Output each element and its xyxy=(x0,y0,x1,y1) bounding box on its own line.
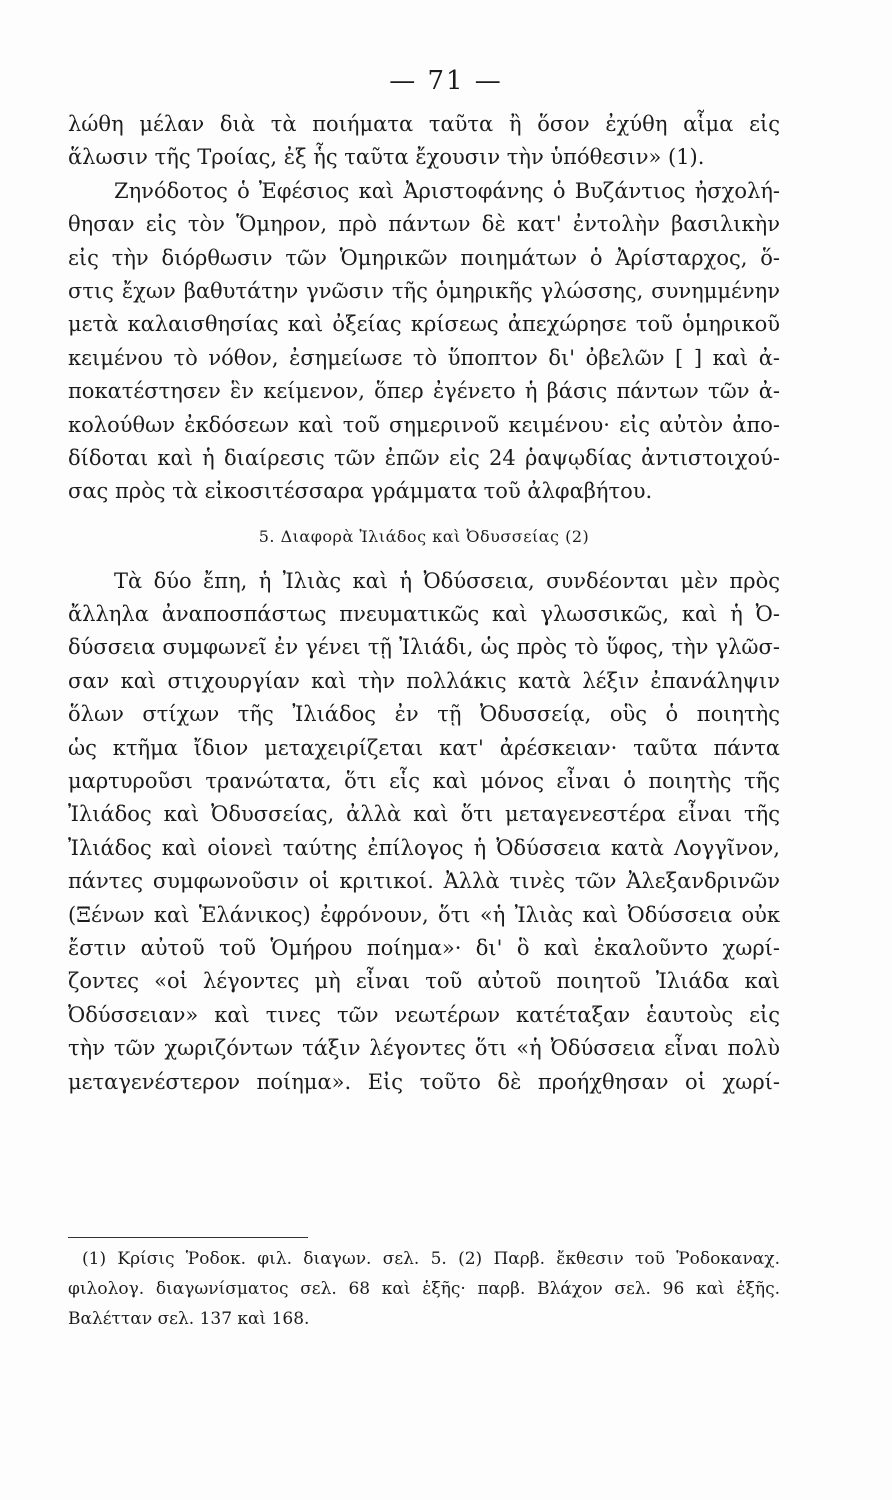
text-line: ποκατέστησεν ἓν κείμενον, ὅπερ ἐγένετο ἡ βάσις πάντων τῶν ἀ- xyxy=(68,379,780,404)
text-line: σαν καὶ στιχουργίαν καὶ τὴν πολλάκις κατὰ λέξιν ἐπανάληψιν xyxy=(68,668,780,693)
text-line: κειμένου τὸ νόθον, ἐσημείωσε τὸ ὕποπτον δι' ὀβελῶν [ ] καὶ ἀ- xyxy=(68,345,780,370)
footnote-line: Βαλέτταν σελ. 137 καὶ 168. xyxy=(68,1309,310,1329)
text-line: στις ἔχων βαθυτάτην γνῶσιν τῆς ὁμηρικῆς γλώσσης, συνημμένην xyxy=(68,278,780,303)
text-line: θησαν εἰς τὸν Ὅμηρον, πρὸ πάντων δὲ κατ' ἐντολὴν βασιλικὴν xyxy=(68,212,780,237)
text-line: λώθη μέλαν διὰ τὰ ποιήματα ταῦτα ἢ ὅσον ἐχύθη αἷμα εἰς xyxy=(68,112,780,136)
footnote-divider xyxy=(68,1237,308,1238)
text-line: σας πρὸς τὰ εἰκοσιτέσσαρα γράμματα τοῦ ἀλφαβήτου. xyxy=(68,479,653,504)
text-line: ἄλληλα ἀναποσπάστως πνευματικῶς καὶ γλωσσικῶς, καὶ ἡ Ὀ- xyxy=(68,602,780,627)
text-line: Τὰ δύο ἔπη, ἡ Ἰλιὰς καὶ ἡ Ὀδύσσεια, συνδέονται μὲν πρὸς xyxy=(114,568,780,593)
text-line: (Ξένων καὶ Ἑλάνικος) ἐφρόνουν, ὅτι «ἡ Ἰλιὰς καὶ Ὀδύσσεια οὐκ xyxy=(68,902,780,927)
text-line: μετὰ καλαισθησίας καὶ ὀξείας κρίσεως ἀπεχώρησε τοῦ ὁμηρικοῦ xyxy=(68,312,780,337)
footnote-line: (1) Κρίσις Ῥοδοκ. φιλ. διαγων. σελ. 5. (2) Παρβ. ἔκθεσιν τοῦ Ῥοδοκαναχ. xyxy=(82,1249,780,1269)
text-line: ζοντες «οἱ λέγοντες μὴ εἶναι τοῦ αὐτοῦ ποιητοῦ Ἰλιάδα καὶ xyxy=(68,969,780,994)
text-line: μεταγενέστερον ποίημα». Εἰς τοῦτο δὲ προήχθησαν οἱ χωρί- xyxy=(68,1069,780,1094)
text-line: Ἰλιάδος καὶ οἱονεὶ ταύτης ἐπίλογος ἡ Ὀδύσσεια κατὰ Λογγῖνον, xyxy=(68,835,780,860)
text-line: πάντες συμφωνοῦσιν οἱ κριτικοί. Ἀλλὰ τινὲς τῶν Ἀλεξανδρινῶν xyxy=(68,869,780,894)
text-line: εἰς τὴν διόρθωσιν τῶν Ὁμηρικῶν ποιημάτων ὁ Ἀρίσταρχος, ὅ- xyxy=(68,245,780,270)
text-line: τὴν τῶν χωριζόντων τάξιν λέγοντες ὅτι «ἡ Ὀδύσσεια εἶναι πολὺ xyxy=(68,1036,780,1061)
text-line: Ἰλιάδος καὶ Ὀδυσσείας, ἀλλὰ καὶ ὅτι μεταγενεστέρα εἶναι τῆς xyxy=(68,802,780,827)
footnote-line: φιλολογ. διαγωνίσματος σελ. 68 καὶ ἑξῆς· παρβ. Βλάχον σελ. 96 καὶ ἑξῆς. xyxy=(68,1279,780,1299)
text-line: Ζηνόδοτος ὁ Ἐφέσιος καὶ Ἀριστοφάνης ὁ Βυζάντιος ἠσχολή- xyxy=(114,178,780,203)
text-line: ὅλων στίχων τῆς Ἰλιάδος ἐν τῇ Ὀδυσσείᾳ, οὓς ὁ ποιητὴς xyxy=(68,702,780,727)
text-line: Ὀδύσσειαν» καὶ τινες τῶν νεωτέρων κατέταξαν ἑαυτοὺς εἰς xyxy=(68,1002,780,1027)
text-line: ὡς κτῆμα ἴδιον μεταχειρίζεται κατ' ἀρέσκειαν· ταῦτα πάντα xyxy=(68,735,780,760)
section-heading: 5. Διαφορὰ Ἰλιάδος καὶ Ὀδυσσείας (2) xyxy=(258,526,590,546)
text-line: ἅλωσιν τῆς Τροίας, ἐξ ἧς ταῦτα ἔχουσιν τὴν ὑπόθεσιν» (1). xyxy=(68,145,705,170)
text-line: μαρτυροῦσι τρανώτατα, ὅτι εἷς καὶ μόνος εἶναι ὁ ποιητὴς τῆς xyxy=(68,769,780,794)
main-text xyxy=(68,108,780,1099)
page-number: — 71 — xyxy=(389,66,503,96)
footnotes xyxy=(68,1244,780,1334)
text-line: ἔστιν αὐτοῦ τοῦ Ὁμήρου ποίημα»· δι' ὃ καὶ ἐκαλοῦντο χωρί- xyxy=(68,935,780,960)
text-line: δύσσεια συμφωνεῖ ἐν γένει τῇ Ἰλιάδι, ὡς πρὸς τὸ ὕφος, τὴν γλῶσ- xyxy=(68,635,780,660)
text-line: κολούθων ἐκδόσεων καὶ τοῦ σημερινοῦ κειμένου· εἰς αὐτὸν ἀπο- xyxy=(68,412,780,437)
text-line: δίδοται καὶ ἡ διαίρεσις τῶν ἐπῶν εἰς 24 ῥαψῳδίας ἀντιστοιχού- xyxy=(68,445,780,470)
